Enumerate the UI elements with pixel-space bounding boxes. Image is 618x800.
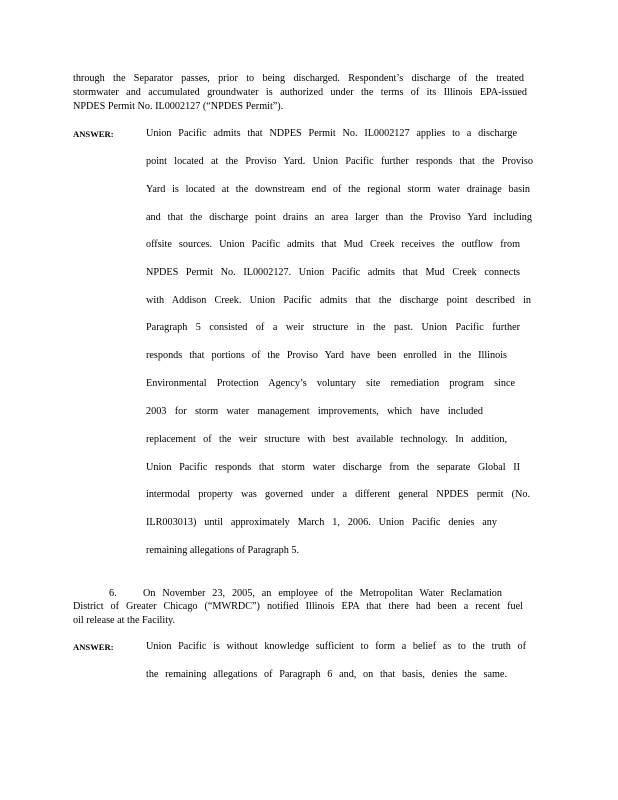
answer-line: Yard is located at the downstream end of the regional storm water drainage basin: [146, 184, 530, 195]
answer-line: intermodal property was governed under a different general NPDES permit (No.: [146, 489, 530, 500]
answer-line: replacement of the weir structure with best available technology. In addition,: [146, 434, 507, 445]
answer-line: and that the discharge point drains an area larger than the Proviso Yard including: [146, 212, 532, 223]
intro-line: NPDES Permit No. IL0002127 (“NPDES Permit”).: [73, 101, 284, 112]
paragraph-line: oil release at the Facility.: [73, 615, 176, 626]
paragraph-line: District of Greater Chicago (“MWRDC”) notified Illinois EPA that there had been a recent fuel: [73, 601, 523, 612]
paragraph-number: 6.: [109, 588, 117, 599]
answer-line: ILR003013) until approximately March 1, 2006. Union Pacific denies any: [146, 517, 497, 528]
answer-line: NPDES Permit No. IL0002127. Union Pacific admits that Mud Creek connects: [146, 267, 520, 278]
answer-line: with Addison Creek. Union Pacific admits that the discharge point described in: [146, 295, 531, 306]
answer-line: Environmental Protection Agency’s voluntary site remediation program since: [146, 378, 515, 389]
paragraph-line: On November 23, 2005, an employee of the Metropolitan Water Reclamation: [143, 588, 502, 599]
answer-label: ANSWER:: [73, 129, 114, 139]
answer-line: point located at the Proviso Yard. Union Pacific further responds that the Proviso: [146, 156, 533, 167]
answer-label: ANSWER:: [73, 642, 114, 652]
answer-line: responds that portions of the Proviso Yard have been enrolled in the Illinois: [146, 350, 507, 361]
answer-line: Union Pacific is without knowledge sufficient to form a belief as to the truth of: [146, 641, 526, 652]
answer-line: 2003 for storm water management improvements, which have included: [146, 406, 483, 417]
answer-line: Union Pacific responds that storm water discharge from the separate Global II: [146, 462, 520, 473]
answer-line: offsite sources. Union Pacific admits that Mud Creek receives the outflow from: [146, 239, 520, 250]
answer-line: Union Pacific admits that NDPES Permit No. IL0002127 applies to a discharge: [146, 128, 517, 139]
intro-line: stormwater and accumulated groundwater is authorized under the terms of its Illinois EPA-issued: [73, 87, 527, 98]
answer-line: the remaining allegations of Paragraph 6 and, on that basis, denies the same.: [146, 669, 507, 680]
answer-line: Paragraph 5 consisted of a weir structure in the past. Union Pacific further: [146, 322, 520, 333]
intro-line: through the Separator passes, prior to being discharged. Respondent’s discharge of the treated: [73, 73, 524, 84]
answer-line: remaining allegations of Paragraph 5.: [146, 545, 300, 556]
